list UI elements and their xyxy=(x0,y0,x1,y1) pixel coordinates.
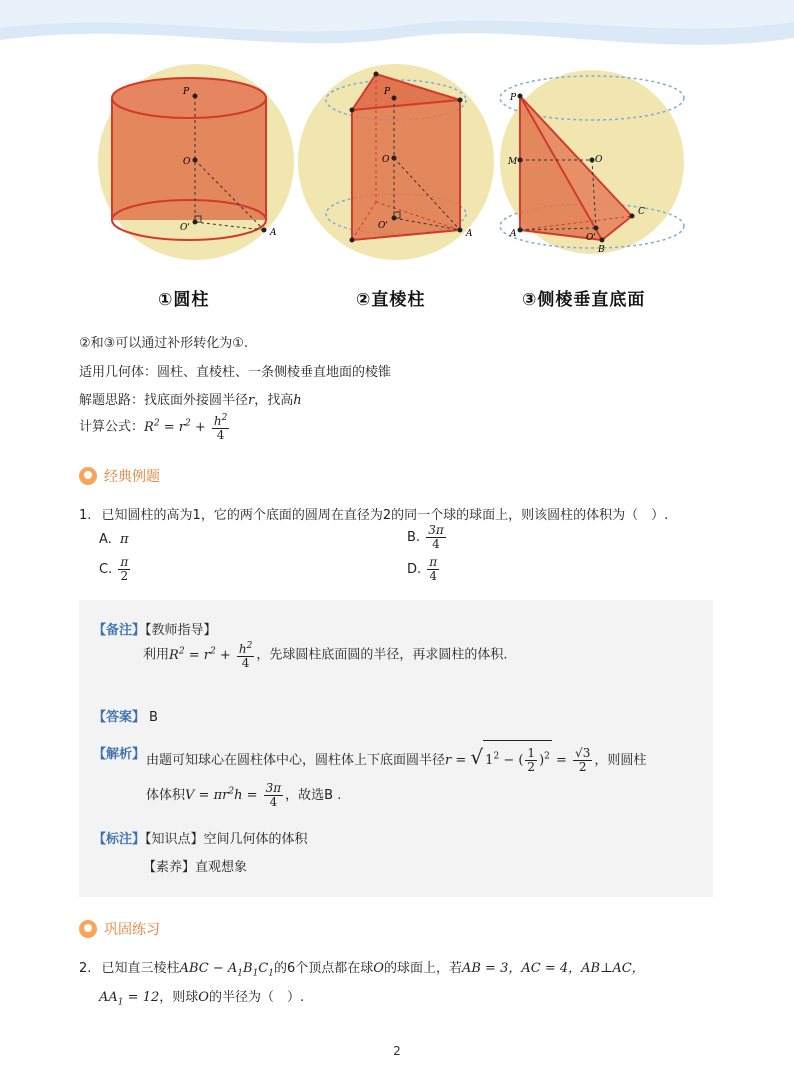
lightbulb-icon xyxy=(79,467,97,485)
question-2-number: 2. xyxy=(79,961,92,976)
fig1-label-O-prime: O' xyxy=(180,223,190,233)
analysis-line-1 xyxy=(146,740,646,774)
analysis-tag-row xyxy=(93,743,145,762)
sqrt3-over-2: $\frac{√3}{2}$ xyxy=(575,746,591,774)
analysis-line-2-prefix: 体体积 xyxy=(146,788,186,803)
question-2-text-c: 的球面上，若 xyxy=(383,961,462,976)
analysis-line-1-suffix: ，则圆柱 xyxy=(594,753,647,768)
remark-text xyxy=(143,640,507,670)
analysis-line-2 xyxy=(146,782,341,809)
question-1-text: 已知圆柱的高为1，它的两个底面的圆周在直径为2的同一个球的球面上，则该圆柱的体积为（ ）. xyxy=(101,508,669,523)
sqrt-radicand: $1^2$ − ( $\frac{1}{2}$ )$^2$ xyxy=(483,740,552,774)
option-d-numerator: π xyxy=(429,555,438,569)
header-wave-decoration xyxy=(0,0,794,60)
remark-formula: $R^2 = r^2$ + xyxy=(169,646,231,663)
option-c-label: C. xyxy=(99,562,113,577)
option-a-value: π xyxy=(119,532,129,547)
fig2-label-O: O xyxy=(382,155,390,165)
figure-right-prism xyxy=(298,64,494,260)
fig3-label-A: A xyxy=(510,229,517,239)
option-b-denominator: 4 xyxy=(432,537,440,551)
question-2-line-1 xyxy=(79,957,645,979)
remark-text-suffix: ，先球圆柱底面圆的半径，再求圆柱的体积. xyxy=(256,647,508,663)
aa1-condition: $AA_1 = 12$ xyxy=(99,990,160,1008)
fig2-label-O-prime: O' xyxy=(378,221,388,231)
remark-formula-fraction: $\frac{h^2}{4}$ xyxy=(238,641,253,670)
mark-knowledge: 【知识点】空间几何体的体积 xyxy=(145,832,308,847)
caption-pyramid: ③侧棱垂直底面 xyxy=(522,290,646,310)
radius-var: r xyxy=(248,393,255,408)
fig2-label-A: A xyxy=(466,229,473,239)
option-b-numerator: 3π xyxy=(428,523,444,537)
question-2-text-b: 的6个顶点都在球 xyxy=(273,961,374,976)
intro-line-4 xyxy=(79,412,231,442)
fig3-label-P: P xyxy=(510,93,517,103)
option-c-fraction xyxy=(118,556,130,583)
fig1-label-P: P xyxy=(183,87,190,97)
option-d-fraction xyxy=(427,556,439,583)
option-b-fraction xyxy=(426,524,446,551)
option-a xyxy=(99,532,128,547)
sphere-o: O xyxy=(373,961,384,976)
section-classic-examples xyxy=(79,466,160,486)
mark-tag: 【标注】 xyxy=(93,832,146,847)
intro-line-3 xyxy=(79,389,302,408)
question-1 xyxy=(79,504,668,523)
figure-cylinder xyxy=(98,64,294,260)
section-practice-title: 巩固练习 xyxy=(104,922,160,938)
caption-cylinder: ①圆柱 xyxy=(158,290,210,310)
analysis-line-2-suffix: ，故选B . xyxy=(285,788,342,803)
caption-right-prism: ②直棱柱 xyxy=(356,290,426,310)
fig3-label-M: M xyxy=(508,157,518,167)
option-c-numerator: π xyxy=(120,555,129,569)
fig3-label-O: O xyxy=(595,155,603,165)
mark-literacy: 【素养】直观想象 xyxy=(143,860,248,875)
option-d-label: D. xyxy=(407,562,422,577)
fig3-label-B: B xyxy=(598,245,605,255)
remark-title: 【教师指导】 xyxy=(145,623,217,638)
question-2-text-e: 的半径为（ ）. xyxy=(208,990,305,1005)
volume-fraction: $\frac{3\pi}{4}$ xyxy=(265,781,282,809)
section-classic-examples-title: 经典例题 xyxy=(104,469,160,485)
intro-line-2: 适用几何体：圆柱、直棱柱、一条侧棱垂直地面的棱锥 xyxy=(79,365,392,380)
lightbulb-icon xyxy=(79,920,97,938)
analysis-line-1-prefix: 由题可知球心在圆柱体中心，圆柱体上下底面圆半径 xyxy=(146,753,446,768)
equals-sign: = xyxy=(551,753,572,768)
height-var: h xyxy=(293,393,302,408)
option-b xyxy=(407,524,448,551)
question-2-line-2 xyxy=(99,986,304,1008)
analysis-tag: 【解析】 xyxy=(93,747,146,762)
fig1-label-A: A xyxy=(270,228,277,238)
fig3-label-O-prime: O' xyxy=(586,233,596,243)
fig2-label-P: P xyxy=(384,87,391,97)
question-1-number: 1. xyxy=(79,508,92,523)
intro-line-3-prefix: 解题思路：找底面外接圆半径 xyxy=(79,393,249,408)
option-a-label: A. xyxy=(99,532,112,547)
option-d xyxy=(407,556,441,583)
option-c xyxy=(99,556,132,583)
question-2-text-a: 已知直三棱柱 xyxy=(101,961,180,976)
remark-row xyxy=(93,619,217,638)
page-number: 2 xyxy=(393,1044,401,1058)
remark-tag: 【备注】 xyxy=(93,623,146,638)
intro-line-1: ②和③可以通过补形转化为①. xyxy=(79,336,249,351)
volume-formula: $V = \pi r^2h$ = xyxy=(185,786,258,803)
prism-name: ABC − $A_1B_1C_1$ xyxy=(179,961,274,979)
fig3-label-C: C xyxy=(638,207,645,217)
formula-label: 计算公式： xyxy=(79,419,145,435)
answer-value: B xyxy=(149,710,158,725)
question-2-text-d: ，则球 xyxy=(159,990,199,1005)
fig1-label-O: O xyxy=(183,157,191,167)
geometry-figures xyxy=(92,62,702,262)
conditions: AB = 3，AC = 4，AB⊥AC， xyxy=(461,961,645,976)
mark-row xyxy=(93,828,308,847)
option-d-denominator: 4 xyxy=(429,569,438,583)
intro-line-3-mid: ，找高 xyxy=(254,393,294,408)
sphere-o-2: O xyxy=(198,990,209,1005)
answer-tag: 【答案】 xyxy=(93,710,146,725)
section-practice xyxy=(79,919,160,939)
answer-row xyxy=(93,706,158,725)
option-c-denominator: 2 xyxy=(120,569,129,583)
remark-text-prefix: 利用 xyxy=(143,647,170,663)
formula: $R^2 = r^2$ + xyxy=(144,418,206,435)
sqrt-expression: √ xyxy=(470,745,484,769)
analysis-radius-formula: r = xyxy=(445,753,467,768)
half-fraction: $\frac{1}{2}$ xyxy=(527,746,536,774)
option-b-label: B. xyxy=(407,530,421,545)
formula-fraction: $\frac{h^2}{4}$ xyxy=(213,413,228,442)
figure-pyramid xyxy=(500,70,684,255)
